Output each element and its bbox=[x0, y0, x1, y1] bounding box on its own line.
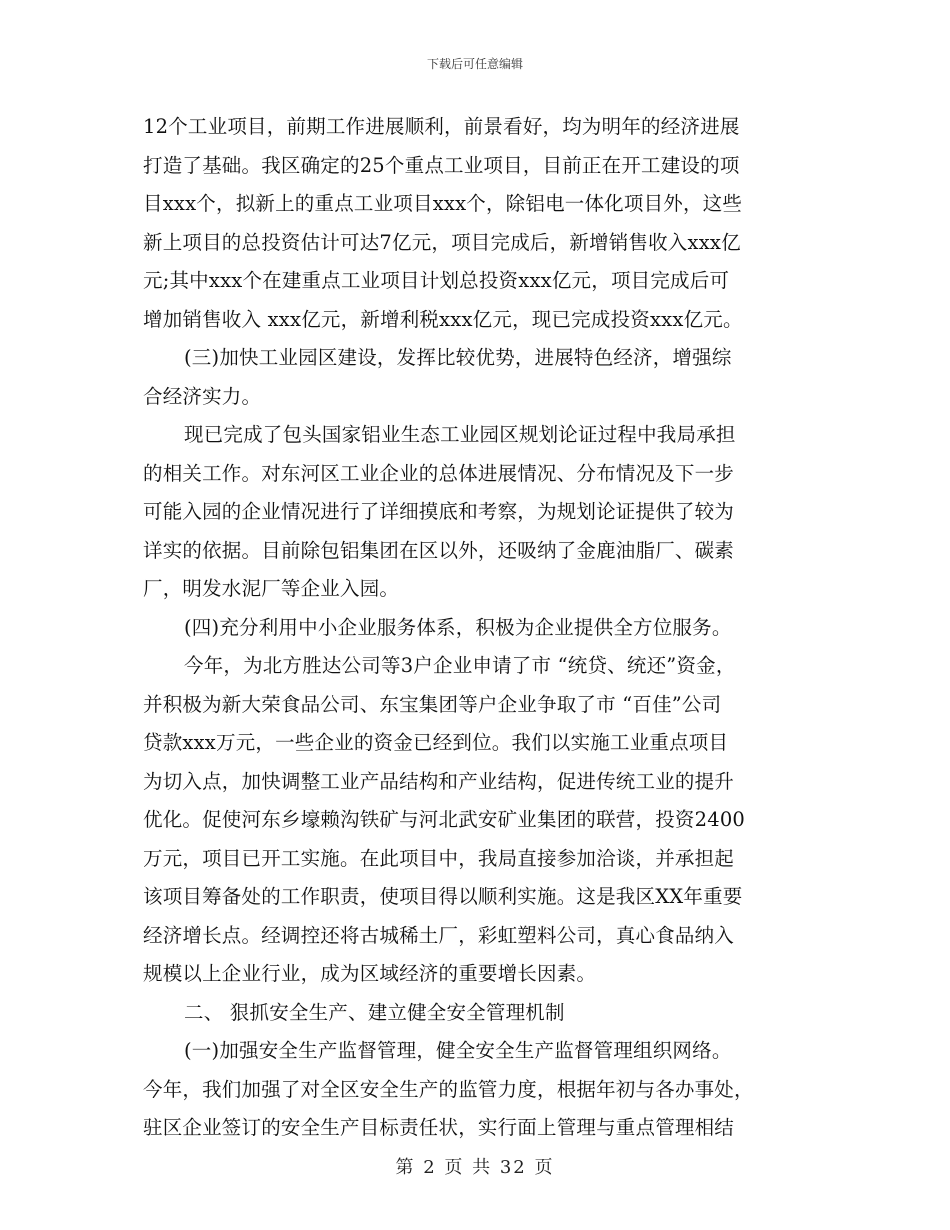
text-line: 增加销售收入 xxx亿元，新增利税xxx亿元，现已完成投资xxx亿元。 bbox=[143, 307, 743, 331]
text-line: 并积极为新大荣食品公司、东宝集团等户企业争取了市 “百佳”公司 bbox=[143, 692, 722, 716]
text-line: 今年，为北方胜达公司等3户企业申请了市 “统贷、统还”资金， bbox=[184, 654, 736, 677]
text-line: 的相关工作。对东河区工业企业的总体进展情况、分布情况及下一步 bbox=[143, 461, 735, 485]
text-line: 规模以上企业行业，成为区域经济的重要增长因素。 bbox=[143, 962, 597, 985]
text-line: 打造了基础。我区确定的25个重点工业项目，目前正在开工建设的项 bbox=[143, 153, 740, 177]
text-line: 目xxx个，拟新上的重点工业项目xxx个，除铝电一体化项目外，这些 bbox=[143, 192, 743, 215]
body-text bbox=[143, 108, 811, 1148]
text-line: 可能入园的企业情况进行了详细摸底和考察，为规划论证提供了较为 bbox=[143, 500, 735, 523]
text-line: 厂，明发水泥厂等企业入园。 bbox=[143, 577, 400, 600]
text-line: (四)充分利用中小企业服务体系，积极为企业提供全方位服务。 bbox=[184, 615, 732, 639]
text-line: (三)加快工业园区建设，发挥比较优势，进展特色经济，增强综 bbox=[184, 346, 732, 369]
text-line: 二、 狠抓安全生产、建立健全安全管理机制 bbox=[184, 1000, 565, 1024]
text-line: (一)加强安全生产监督管理，健全安全生产监督管理组织网络。 bbox=[184, 1039, 732, 1062]
text-line: 详实的依据。目前除包铝集团在区以外，还吸纳了金鹿油脂厂、碳素 bbox=[143, 538, 735, 562]
text-line: 为切入点，加快调整工业产品结构和产业结构，促进传统工业的提升 bbox=[143, 769, 735, 793]
text-line: 元;其中xxx个在建重点工业项目计划总投资xxx亿元，项目完成后可 bbox=[143, 269, 730, 292]
text-line: 现已完成了包头国家铝业生态工业园区规划论证过程中我局承担 bbox=[184, 423, 736, 446]
text-line: 优化。促使河东乡壕赖沟铁矿与河北武安矿业集团的联营，投资2400 bbox=[143, 808, 746, 831]
text-line: 万元，项目已开工实施。在此项目中，我局直接参加洽谈，并承担起 bbox=[143, 846, 735, 870]
text-line: 合经济实力。 bbox=[143, 384, 262, 408]
text-line: 该项目筹备处的工作职责，使项目得以顺利实施。这是我区XX年重要 bbox=[143, 885, 743, 908]
text-line: 贷款xxx万元，一些企业的资金已经到位。我们以实施工业重点项目 bbox=[143, 731, 729, 754]
text-line: 驻区企业签订的安全生产目标责任状，实行面上管理与重点管理相结 bbox=[143, 1116, 735, 1139]
text-line: 12个工业项目，前期工作进展顺利，前景看好，均为明年的经济进展 bbox=[143, 115, 740, 138]
text-line: 新上项目的总投资估计可达7亿元，项目完成后，新增销售收入xxx亿 bbox=[143, 230, 741, 254]
text-line: 经济增长点。经调控还将古城稀土厂，彩虹塑料公司，真心食品纳入 bbox=[143, 923, 735, 947]
page-footer: 第 2 页 共 32 页 bbox=[395, 1157, 555, 1178]
text-line: 今年，我们加强了对全区安全生产的监管力度，根据年初与各办事处， bbox=[143, 1077, 754, 1101]
page-header: 下载后可任意编辑 bbox=[426, 57, 523, 71]
